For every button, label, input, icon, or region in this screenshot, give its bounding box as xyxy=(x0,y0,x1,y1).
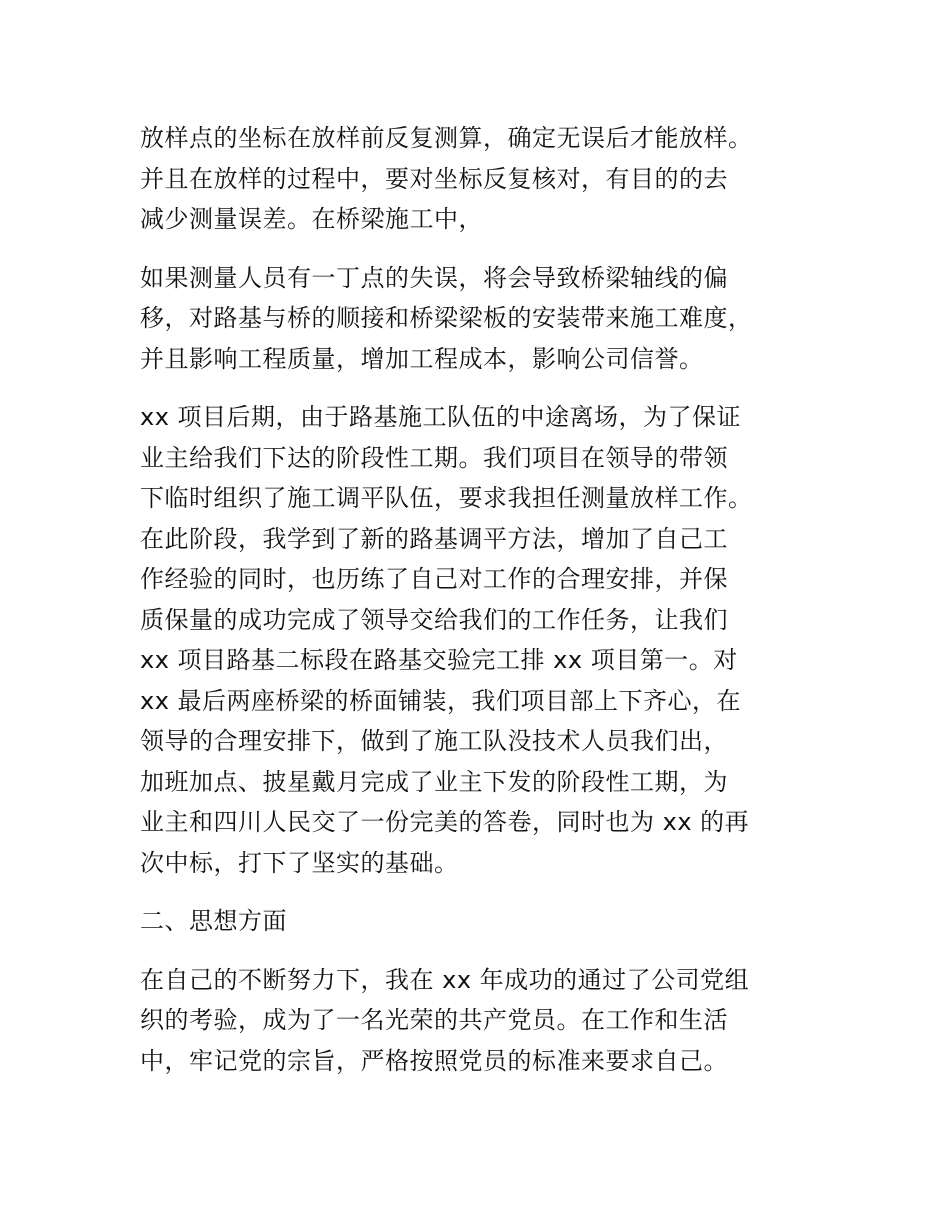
text-line: 作经验的同时，也历练了自己对工作的合理安排，并保 xyxy=(140,565,728,593)
section-heading xyxy=(140,901,810,942)
text-line: 织的考验，成为了一名光荣的共产党员。在工作和生活 xyxy=(140,1006,728,1034)
text-line: xx 最后两座桥梁的桥面铺装，我们项目部上下齐心，在 xyxy=(140,686,742,715)
text-line: 次中标，打下了坚实的基础。 xyxy=(140,848,459,877)
text-line: 放样点的坐标在放样前反复测算，确定无误后才能放样。 xyxy=(140,124,753,152)
text-line: 业主给我们下达的阶段性工期。我们项目在领导的带领 xyxy=(140,443,728,472)
text-line: 业主和四川人民交了一份完美的答卷，同时也为 xx 的再 xyxy=(140,808,750,836)
text-line: 领导的合理安排下，做到了施工队没技术人员我们出， xyxy=(140,727,728,755)
text-line: 在此阶段，我学到了新的路基调平方法，增加了自己工 xyxy=(140,524,728,553)
paragraph-2 xyxy=(140,258,810,380)
document-body xyxy=(140,118,810,1099)
text-line: xx 项目路基二标段在路基交验完工排 xx 项目第一。对 xyxy=(140,646,738,674)
heading-line: 二、思想方面 xyxy=(140,907,287,935)
text-line: 中，牢记党的宗旨，严格按照党员的标准来要求自己。 xyxy=(140,1046,728,1075)
text-line: 减少测量误差。在桥梁施工中， xyxy=(140,205,483,233)
paragraph-5 xyxy=(140,960,810,1082)
text-line: 下临时组织了施工调平队伍，要求我担任测量放样工作。 xyxy=(140,484,753,512)
text-line: 加班加点、披星戴月完成了业主下发的阶段性工期，为 xyxy=(140,767,728,796)
text-line: 在自己的不断努力下，我在 xx 年成功的通过了公司党组 xyxy=(140,965,750,994)
text-line: 移，对路基与桥的顺接和桥梁梁板的安装带来施工难度， xyxy=(140,304,753,332)
text-line: 并且影响工程质量，增加工程成本，影响公司信誉。 xyxy=(140,344,704,373)
text-line: 质保量的成功完成了领导交给我们的工作任务，让我们 xyxy=(140,605,728,634)
paragraph-3 xyxy=(140,397,810,883)
text-line: 并且在放样的过程中，要对坐标反复核对，有目的的去 xyxy=(140,164,728,193)
text-line: xx 项目后期，由于路基施工队伍的中途离场，为了保证 xyxy=(140,403,742,431)
text-line: 如果测量人员有一丁点的失误，将会导致桥梁轴线的偏 xyxy=(140,263,728,292)
paragraph-1 xyxy=(140,118,810,240)
